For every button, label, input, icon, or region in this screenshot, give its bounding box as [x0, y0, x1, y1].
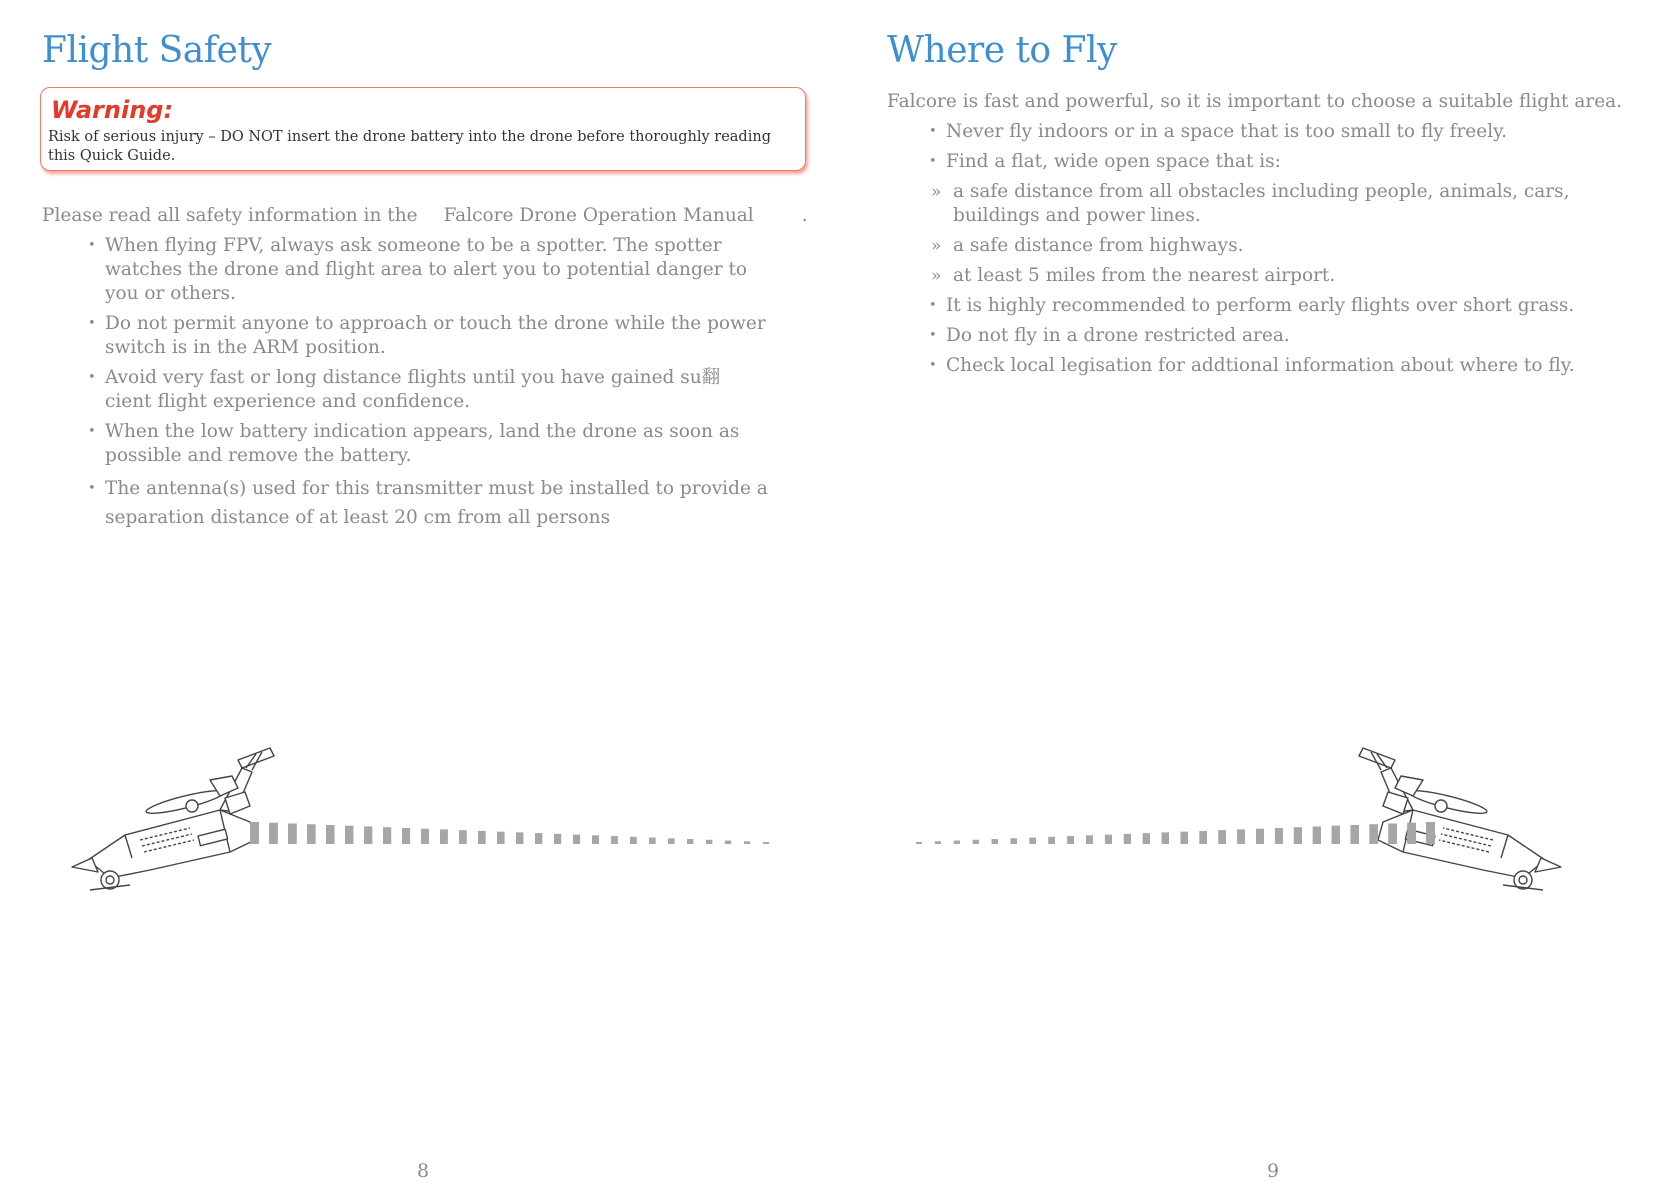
sub-list-item: » at least 5 miles from the nearest airport.: [929, 264, 1647, 288]
list-item: • It is highly recommended to perform early flights over short grass.: [929, 294, 1647, 318]
right-page: [839, 0, 1678, 1190]
signal-dash: [649, 838, 656, 844]
signal-dash: [383, 827, 391, 844]
list-item: • Do not fly in a drone restricted area.: [929, 324, 1647, 348]
signal-dash: [1256, 829, 1264, 844]
page-number: 8: [417, 1160, 430, 1182]
signal-dash: [1105, 835, 1112, 844]
signal-dashes-icon: [250, 820, 810, 850]
signal-dash: [935, 841, 941, 844]
signal-dash: [1388, 823, 1397, 844]
signal-dash: [440, 829, 448, 844]
page-number: 9: [1267, 1160, 1280, 1182]
list-item: • Do not permit anyone to approach or touch the drone while the power switch is in the ARM position.: [88, 312, 768, 360]
signal-dash: [478, 831, 486, 844]
list-item: • Never fly indoors or in a space that is too small to fly freely.: [929, 120, 1647, 144]
signal-dash: [744, 841, 750, 844]
sub-list-item: » a safe distance from highways.: [929, 234, 1647, 258]
sub-list-item: » a safe distance from all obstacles including people, animals, cars, buildings and power lines.: [929, 180, 1647, 228]
signal-dash: [725, 841, 731, 844]
signal-dash: [497, 832, 505, 844]
signal-dash: [402, 828, 410, 844]
signal-dash: [364, 826, 372, 844]
signal-dash: [516, 832, 523, 844]
signal-dash: [1086, 835, 1093, 844]
signal-dash: [1294, 827, 1302, 844]
signal-dash: [1180, 832, 1188, 844]
signal-dash: [1143, 833, 1150, 844]
list-item: • Find a flat, wide open space that is:: [929, 150, 1647, 174]
warning-box: [40, 87, 806, 171]
signal-dash: [1275, 828, 1283, 844]
signal-dash: [1426, 822, 1435, 844]
signal-dash: [1350, 825, 1359, 844]
signal-dash: [307, 824, 316, 844]
warning-text: Risk of serious injury – DO NOT insert the drone battery into the drone before thoroughly reading this Quick Guide.: [48, 129, 771, 164]
safety-intro: [42, 205, 808, 226]
list-item: • Check local legisation for addtional information about where to fly.: [929, 354, 1647, 378]
signal-dash: [573, 835, 580, 844]
signal-dash: [1048, 837, 1055, 844]
signal-dash: [535, 833, 542, 844]
list-item: • When flying FPV, always ask someone to be a spotter. The spotter watches the drone and flight area to alert you to potential danger to you or others.: [88, 234, 768, 306]
signal-dash: [269, 823, 278, 844]
signal-dash: [345, 826, 353, 844]
safety-bullet-list: [88, 234, 768, 538]
list-item: • The antenna(s) used for this transmitter must be installed to provide a separation distance of at least 20 cm from all persons: [88, 474, 768, 532]
signal-dash: [1067, 836, 1074, 844]
signal-dash: [1332, 826, 1340, 844]
signal-dash: [592, 835, 599, 844]
signal-dash: [1313, 826, 1321, 844]
signal-dash: [1124, 834, 1131, 844]
intro-period: .: [801, 205, 808, 226]
where-to-fly-list: [887, 90, 1647, 384]
signal-dash: [421, 829, 429, 844]
signal-dash: [250, 822, 259, 844]
intro-text: Please read all safety information in the: [42, 205, 418, 226]
signal-dash: [459, 830, 467, 844]
list-item: • Avoid very fast or long distance flights until you have gained su翻 cient flight experience and confidence.: [88, 366, 768, 414]
signal-dash: [916, 842, 922, 844]
signal-dash: [973, 840, 979, 844]
list-item: • When the low battery indication appears, land the drone as soon as possible and remove the battery.: [88, 420, 768, 468]
signal-dash: [1199, 831, 1207, 844]
where-to-fly-intro: Falcore is fast and powerful, so it is important to choose a suitable flight area.: [887, 91, 1623, 112]
signal-dash: [326, 825, 335, 844]
signal-dash: [611, 836, 618, 844]
signal-dash: [288, 823, 297, 844]
signal-dash: [668, 838, 675, 844]
signal-dash: [1237, 829, 1245, 844]
signal-dash: [706, 840, 712, 844]
signal-dash: [992, 839, 998, 844]
signal-dash: [763, 842, 769, 844]
signal-dash: [1218, 830, 1226, 844]
warning-title: Warning:: [51, 96, 174, 124]
manual-title: Falcore Drone Operation Manual: [443, 205, 754, 226]
signal-dash: [1407, 823, 1416, 844]
signal-dash: [1369, 824, 1378, 844]
signal-dash: [554, 834, 561, 844]
page-title-flight-safety: Flight Safety: [42, 30, 272, 71]
signal-dash: [1029, 838, 1036, 844]
page-title-where-to-fly: Where to Fly: [887, 30, 1117, 71]
signal-dash: [1010, 838, 1017, 844]
signal-dash: [1162, 832, 1169, 844]
signal-dash: [687, 839, 693, 844]
signal-dashes-icon: [905, 820, 1445, 850]
signal-dash: [630, 837, 637, 844]
signal-dash: [954, 841, 960, 844]
